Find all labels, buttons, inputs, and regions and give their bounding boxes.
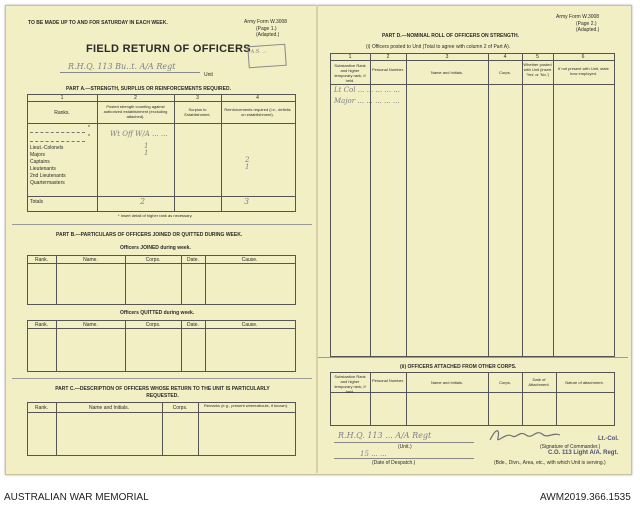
footnote: * Insert detail of higher rank as necessary.	[118, 213, 193, 218]
hw-lt-col: 1	[144, 142, 149, 150]
page-fold	[316, 5, 318, 473]
unit-label-right: (Unit.)	[398, 444, 412, 450]
part-a-number-row	[27, 101, 295, 102]
date-line	[334, 458, 474, 459]
part-a-col-divider	[221, 94, 222, 211]
rank-asterisk: *	[88, 134, 90, 140]
footer-accession: AWM2019.366.1535	[540, 492, 631, 503]
att-col-name: Name and Initials.	[430, 380, 463, 385]
hw-total-posted: 2	[140, 197, 146, 206]
posted-strength-header: Posted strength counting against authorized establishment (excluding attached).	[103, 104, 168, 119]
hw-captains: 2	[245, 156, 250, 164]
quitted-col-cause: Cause.	[241, 322, 258, 328]
part-a-header-divider	[27, 123, 295, 124]
part-a-col-divider	[174, 94, 175, 211]
signature-label: (Signature of Commander.)	[540, 444, 601, 450]
part-c-col-remarks: Remarks (e.g., present whereabouts, if known).	[203, 403, 289, 408]
army-form-right: Army Form W.3008	[556, 14, 600, 20]
part-c-title: PART C.—DESCRIPTION OF OFFICERS WHOSE RETURN TO THE UNIT IS PARTICULARLY REQUESTED.	[55, 386, 270, 399]
part-c-header-divider	[27, 412, 295, 413]
part-c-col-divider	[198, 402, 199, 455]
col-num: 3	[196, 95, 199, 101]
section-divider	[12, 378, 312, 379]
col-personal-number: Personal Number.	[371, 67, 404, 72]
att-col-corps: Corps.	[499, 380, 511, 385]
col-name-initials: Name and Initials.	[430, 70, 463, 75]
col-substantive-rank: Substantive Rank and higher temporary rank, if held.	[334, 63, 366, 83]
section-divider	[318, 357, 628, 358]
rank-dotted-line	[30, 141, 85, 142]
att-col-number: Personal Number.	[371, 378, 404, 383]
part-d-col-divider	[488, 53, 489, 356]
page-right: (Page 2.)	[576, 21, 597, 27]
hw-row2: Wt Off W/A ... ...	[110, 130, 168, 138]
part-c-col-corps: Corps.	[172, 405, 188, 411]
part-d-number-row	[330, 60, 614, 61]
col-num: 5	[536, 54, 539, 60]
hw-majors: 1	[144, 149, 149, 157]
col-num: 2	[134, 95, 137, 101]
section-divider	[12, 224, 312, 225]
rank-captains: Captains	[30, 159, 50, 165]
part-a-title: PART A.—STRENGTH, SURPLUS OR REINFORCEMENTS REQUIRED.	[66, 86, 232, 92]
quitted-col-name: Name.	[83, 322, 98, 328]
col-num: 4	[503, 54, 507, 60]
quitted-col-date: Date.	[187, 322, 199, 328]
commander-signature	[486, 426, 568, 446]
part-a-totals-divider	[27, 196, 295, 197]
hw-row1: Lt Col ... ... ... ... ...	[334, 86, 400, 94]
quitted-title: Officers QUITTED during week.	[120, 310, 195, 316]
col-posted-with-unit: Whether posted with Unit (insert 'Yes' or 'No.')	[523, 62, 552, 77]
quitted-col-rank: Rank.	[34, 322, 49, 328]
footer-institution: AUSTRALIAN WAR MEMORIAL	[4, 492, 149, 503]
adapted-right: (Adapted.)	[576, 27, 600, 33]
date-hw: 15 ... ...	[360, 450, 387, 458]
bde-label: (Bde., Divn., Area, etc., with which Unit is serving.)	[494, 460, 606, 466]
quitted-header-divider	[27, 328, 295, 329]
part-d-header-divider	[330, 84, 614, 85]
rank-dotted-line	[30, 132, 85, 133]
hw-row2: Major ... ... ... ... ...	[334, 97, 400, 105]
posted-title: (i) Officers posted to Unit (Total to agree with column 2 of Part A).	[366, 44, 511, 50]
part-d-col-divider	[522, 53, 523, 356]
form-title: FIELD RETURN OF OFFICERS	[86, 43, 251, 55]
joined-col-name: Name.	[83, 257, 98, 263]
army-form-left: Army Form W.3008	[244, 19, 288, 25]
attached-header-divider	[330, 392, 614, 393]
unit-line	[60, 72, 200, 73]
joined-col-date: Date.	[187, 257, 199, 263]
joined-header-divider	[27, 263, 295, 264]
rank-majors: Majors	[30, 152, 46, 158]
rank-2nd-lieutenants: 2nd Lieutenants	[30, 173, 66, 179]
part-d-title: PART D.—NOMINAL ROLL OF OFFICERS ON STRENGTH.	[382, 33, 519, 39]
unit-label: Unit	[204, 72, 213, 78]
col-num: 6	[581, 54, 585, 60]
unit-hw-right: R.H.Q. 113 ... A/A Regt	[338, 431, 432, 440]
rank-printed: Lt.-Col.	[598, 436, 619, 442]
col-num: 3	[445, 54, 449, 60]
unit-line-right	[334, 442, 474, 443]
part-c-col-rank: Rank.	[34, 405, 49, 411]
hw-total-reinf: 3	[244, 197, 250, 206]
part-d-col-divider	[406, 53, 407, 356]
office-stamp: A.S. ...	[247, 44, 286, 69]
part-b-title: PART B.—PARTICULARS OF OFFICERS JOINED OR QUITTED DURING WEEK.	[56, 232, 243, 238]
att-col-date: Date of Attachment.	[528, 377, 550, 387]
hw-lieutenants: 1	[245, 163, 250, 171]
col-num: 1	[60, 95, 64, 101]
reinforcements-header: Reinforcements required (i.e., deficits on establishment).	[224, 107, 291, 117]
joined-col-rank: Rank.	[34, 257, 49, 263]
att-col-nature: Nature of attachment.	[565, 380, 604, 385]
surplus-header: Surplus to Establishment.	[184, 107, 211, 117]
rank-totals: Totals	[30, 199, 44, 205]
top-note: TO BE MADE UP TO AND FOR SATURDAY IN EACH WEEK.	[28, 20, 168, 26]
joined-col-cause: Cause.	[241, 257, 258, 263]
col-num: 4	[256, 95, 259, 101]
date-label: (Date of Despatch.)	[372, 460, 416, 466]
ranks-header: Ranks.	[54, 110, 70, 116]
part-d-col-divider	[553, 53, 554, 356]
part-c-col-name: Name and Initials.	[88, 405, 130, 411]
adapted-left: (Adapted.)	[256, 32, 280, 38]
joined-col-corps: Corps.	[145, 257, 161, 263]
rank-lt-colonels: Lieut.-Colonels	[30, 145, 64, 151]
col-num: 1	[348, 54, 352, 60]
att-col-rank: Substantive Rank and higher temporary rank, if held.	[334, 374, 366, 394]
rank-quartermasters: Quartermasters	[30, 180, 65, 186]
attached-title: (ii) OFFICERS ATTACHED FROM OTHER CORPS.	[400, 364, 517, 370]
joined-title: Officers JOINED during week.	[120, 245, 191, 251]
col-corps: Corps.	[499, 70, 511, 75]
part-a-col-divider	[97, 94, 98, 211]
quitted-col-corps: Corps.	[145, 322, 161, 328]
col-num: 2	[386, 54, 390, 60]
page-left: (Page 1.)	[256, 26, 277, 32]
co-stamp: C.O. 113 Light A/A. Regt.	[548, 450, 619, 456]
rank-asterisk: *	[88, 125, 90, 131]
col-how-employed: If not present with Unit, state how employed.	[558, 66, 609, 76]
rank-lieutenants: Lieutenants	[30, 166, 56, 172]
unit-handwritten: R.H.Q. 113 Bu..t. A/A Regt	[68, 62, 176, 71]
